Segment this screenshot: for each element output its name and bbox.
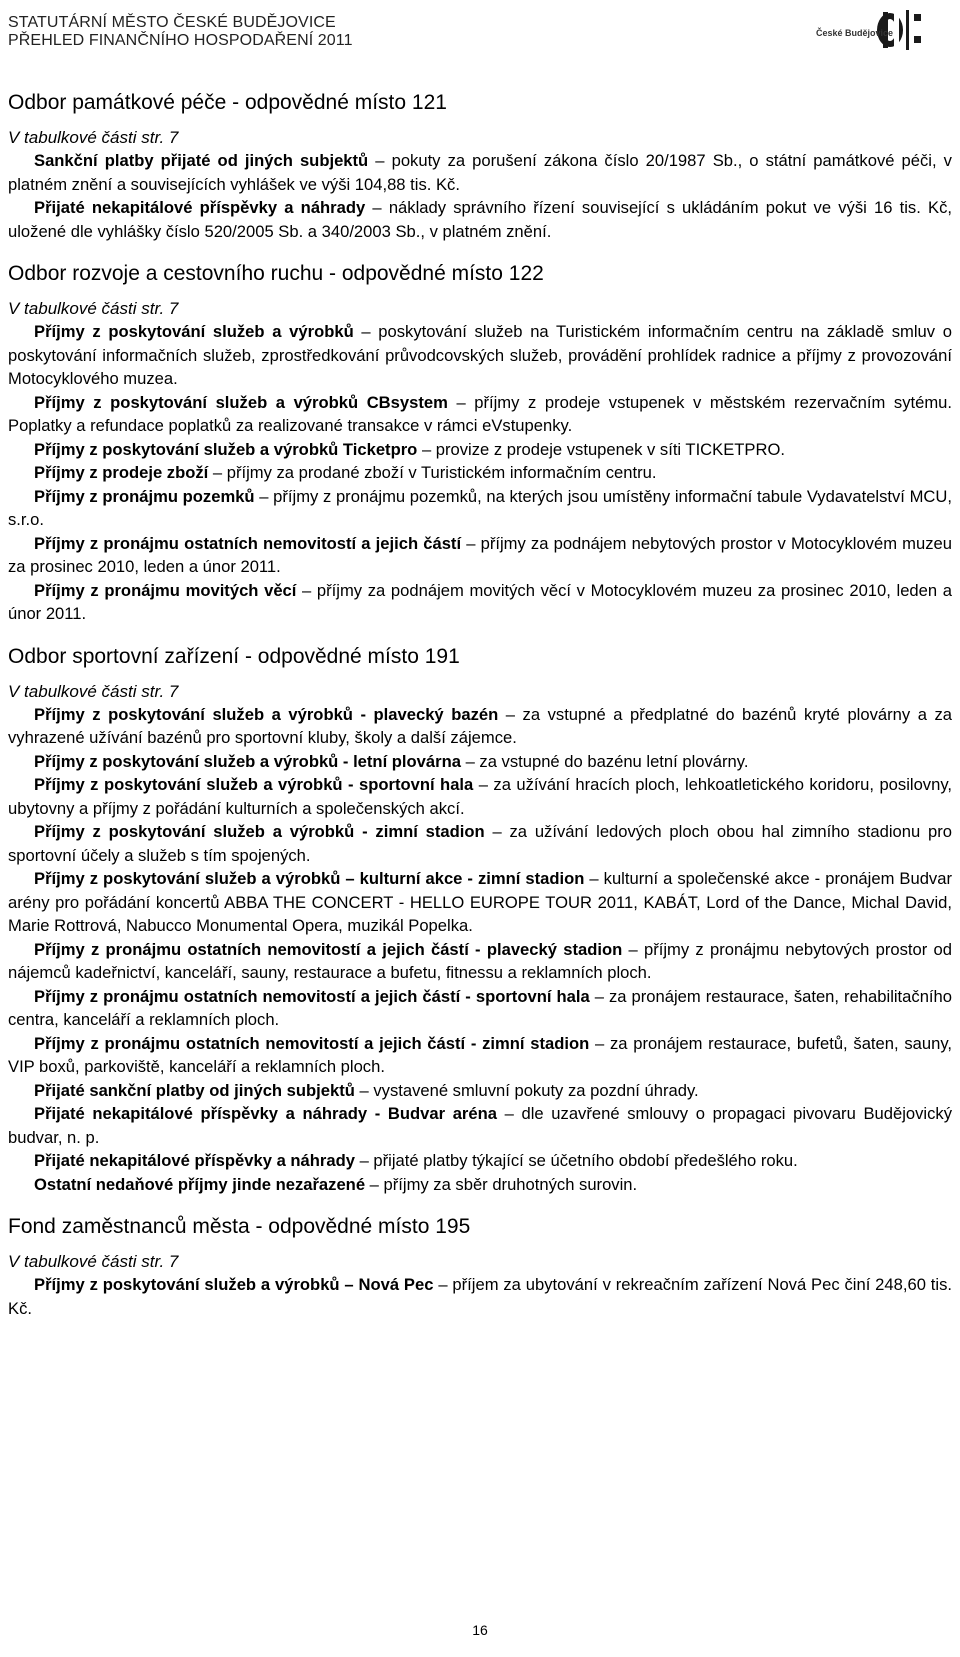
section-title: Odbor památkové péče - odpovědné místo 121 xyxy=(8,91,447,114)
paragraph-lead: Přijaté sankční platby od jiných subjektů xyxy=(34,1080,355,1100)
paragraph-text: – za užívání ledových ploch obou hal zimního stadionu pro sportovní účely a služeb s tím spojených. xyxy=(8,822,953,865)
paragraph-lead: Příjmy z poskytování služeb a výrobků - letní plovárna xyxy=(34,751,461,771)
section-subhead: V tabulkové části str. 7 xyxy=(8,1252,179,1271)
section-title: Odbor sportovní zařízení - odpovědné místo 191 xyxy=(8,644,460,668)
paragraph-lead: Příjmy z poskytování služeb a výrobků – kulturní akce - zimní stadion xyxy=(34,869,585,888)
paragraph-text: – příjmy za prodané zboží v Turistickém informačním centru. xyxy=(208,463,657,482)
section-121 xyxy=(8,90,952,243)
paragraph xyxy=(8,149,952,196)
paragraph xyxy=(8,1032,952,1079)
paragraph-text: – za pronájem restaurace, bufetů, šaten, sauny, VIP boxů, parkoviště, kanceláří a reklamních ploch. xyxy=(8,1033,952,1076)
paragraph-text: – příjmy za sběr druhotných surovin. xyxy=(365,1174,638,1194)
paragraph xyxy=(8,532,952,579)
paragraph-text: – kulturní a společenské akce - pronájem Budvar arény pro pořádání koncertů ABBA THE CONCERT - HELLO EUROPE TOUR 2011, KABÁT, Lord of the Dance, Michal David, Marie Rottrová, Nabucco Monumental Opera, muzikál Popelka. xyxy=(8,869,952,935)
section-191 xyxy=(8,644,952,1197)
paragraph xyxy=(8,1079,952,1103)
paragraph-lead: Přijaté nekapitálové příspěvky a náhrady - Budvar aréna xyxy=(34,1104,497,1123)
paragraph xyxy=(8,438,952,462)
paragraph xyxy=(8,867,952,938)
paragraph-text: – příjmy za podnájem nebytových prostor v Motocyklovém muzeu za prosinec 2010, leden a únor 2011. xyxy=(8,533,952,576)
paragraph-text: – dle uzavřené smlouvy o propagaci pivovaru Budějovický budvar, n. p. xyxy=(8,1104,952,1147)
paragraph xyxy=(8,750,952,774)
paragraph-text: – příjmy z prodeje vstupenek v městském rezervačním sytému. Poplatky a refundace poplatků za realizované transakce v rámci eVstupenky. xyxy=(8,392,953,435)
section-subhead: V tabulkové části str. 7 xyxy=(8,681,179,701)
section-title: Fond zaměstnanců města - odpovědné místo 195 xyxy=(8,1215,471,1238)
paragraph-lead: Příjmy z pronájmu pozemků xyxy=(34,486,255,506)
paragraph xyxy=(8,196,952,243)
header-report-title: PŘEHLED FINANČNÍHO HOSPODAŘENÍ 2011 xyxy=(8,32,353,49)
page-number: 16 xyxy=(472,1622,488,1638)
section-title: Odbor rozvoje a cestovního ruchu - odpovědné místo 122 xyxy=(8,262,544,285)
paragraph-text: – za vstupné do bazénu letní plovárny. xyxy=(460,751,749,771)
paragraph-text: – za vstupné a předplatné do bazénů kryté plovárny a za vyhrazené užívání bazénů pro sportovní kluby, školy a další zájemce. xyxy=(8,704,952,747)
paragraph-lead: Příjmy z poskytování služeb a výrobků - zimní stadion xyxy=(34,822,485,841)
paragraph-lead: Příjmy z pronájmu ostatních nemovitostí a jejich částí xyxy=(34,533,462,553)
paragraph-text: – náklady správního řízení související s ukládáním pokut ve výši 16 tis. Kč, uložené dle vyhlášky číslo 520/2005 Sb. a 340/2003 Sb., v platném znění. xyxy=(8,198,952,241)
section-122 xyxy=(8,261,952,626)
paragraph-text: – za pronájem restaurace, šaten, rehabilitačního centra, kanceláří a reklamních ploch. xyxy=(8,986,952,1029)
paragraph xyxy=(8,461,952,485)
paragraph-lead: Příjmy z pronájmu ostatních nemovitostí a jejich částí - plavecký stadion xyxy=(34,939,623,959)
paragraph-lead: Přijaté nekapitálové příspěvky a náhrady xyxy=(34,1151,355,1170)
paragraph xyxy=(8,1173,952,1197)
paragraph-text: – příjmy z pronájmu nebytových prostor od nájemců kadeřnictví, kanceláří, sauny, restaurace a bufetu, fitnessu a reklamních ploch. xyxy=(8,939,952,982)
paragraph-lead: Příjmy z poskytování služeb a výrobků – Nová Pec xyxy=(34,1275,434,1294)
paragraph xyxy=(8,320,952,391)
header-city: STATUTÁRNÍ MĚSTO ČESKÉ BUDĚJOVICE xyxy=(8,14,336,31)
paragraph-lead: Příjmy z prodeje zboží xyxy=(34,463,209,482)
section-195 xyxy=(8,1214,952,1320)
paragraph-lead: Příjmy z poskytování služeb a výrobků xyxy=(34,322,354,341)
paragraph xyxy=(8,938,952,985)
paragraph xyxy=(8,703,952,750)
document-body xyxy=(8,90,952,1338)
paragraph xyxy=(8,985,952,1032)
section-subhead: V tabulkové části str. 7 xyxy=(8,128,179,147)
paragraph-text: – poskytování služeb na Turistickém informačním centru na základě smluv o poskytování informačních služeb, zprostředkování průvodcovských služeb, provádění prohlídek radnice a příjmy z provozování Motocyklového muzea. xyxy=(8,322,952,388)
paragraph xyxy=(8,1273,952,1320)
city-logo xyxy=(814,10,932,60)
paragraph xyxy=(8,1102,952,1149)
section-subhead: V tabulkové části str. 7 xyxy=(8,299,179,318)
paragraph-text: – příjmy za podnájem movitých věcí v Motocyklovém muzeu za prosinec 2010, leden a únor 2011. xyxy=(8,580,952,623)
paragraph-lead: Sankční platby přijaté od jiných subjektů xyxy=(34,151,369,170)
paragraph xyxy=(8,773,952,820)
paragraph-lead: Příjmy z pronájmu ostatních nemovitostí a jejich částí - sportovní hala xyxy=(34,986,590,1006)
paragraph xyxy=(8,1149,952,1173)
paragraph-lead: Příjmy z poskytování služeb a výrobků - sportovní hala xyxy=(34,775,474,794)
paragraph xyxy=(8,391,952,438)
paragraph-lead: Příjmy z poskytování služeb a výrobků Ticketpro xyxy=(34,439,418,459)
paragraph-lead: Příjmy z pronájmu ostatních nemovitostí a jejich částí - zimní stadion xyxy=(34,1033,590,1053)
paragraph-text: – vystavené smluvní pokuty za pozdní úhrady. xyxy=(354,1080,699,1100)
paragraph xyxy=(8,820,952,867)
paragraph-lead: Přijaté nekapitálové příspěvky a náhrady xyxy=(34,198,366,217)
paragraph-lead: Příjmy z pronájmu movitých věcí xyxy=(34,580,297,600)
paragraph-text: – přijaté platby týkající se účetního období předešlého roku. xyxy=(354,1151,798,1170)
paragraph-lead: Příjmy z poskytování služeb a výrobků - plavecký bazén xyxy=(34,704,499,724)
paragraph-text: – pokuty za porušení zákona číslo 20/1987 Sb., o státní památkové péči, v platném znění a souvisejících vyhlášek ve výši 104,88 tis. Kč. xyxy=(8,151,952,194)
page-header xyxy=(8,14,952,54)
paragraph-text: – provize z prodeje vstupenek v síti TICKETPRO. xyxy=(417,439,785,459)
paragraph-text: – za užívání hracích ploch, lehkoatletického koridoru, posilovny, ubytovny a příjmy z pořádání kulturních a společenských akcí. xyxy=(8,775,952,818)
paragraph xyxy=(8,579,952,626)
paragraph-lead: Ostatní nedaňové příjmy jinde nezařazené xyxy=(34,1174,366,1194)
paragraph-lead: Příjmy z poskytování služeb a výrobků CBsystem xyxy=(34,392,448,412)
paragraph xyxy=(8,485,952,532)
paragraph-text: – příjem za ubytování v rekreačním zařízení Nová Pec činí 248,60 tis. Kč. xyxy=(8,1275,952,1318)
logo-text: České Budějovice xyxy=(816,28,894,38)
paragraph-text: – příjmy z pronájmu pozemků, na kterých jsou umístěny informační tabule Vydavatelství MCU, s.r.o. xyxy=(8,486,952,529)
